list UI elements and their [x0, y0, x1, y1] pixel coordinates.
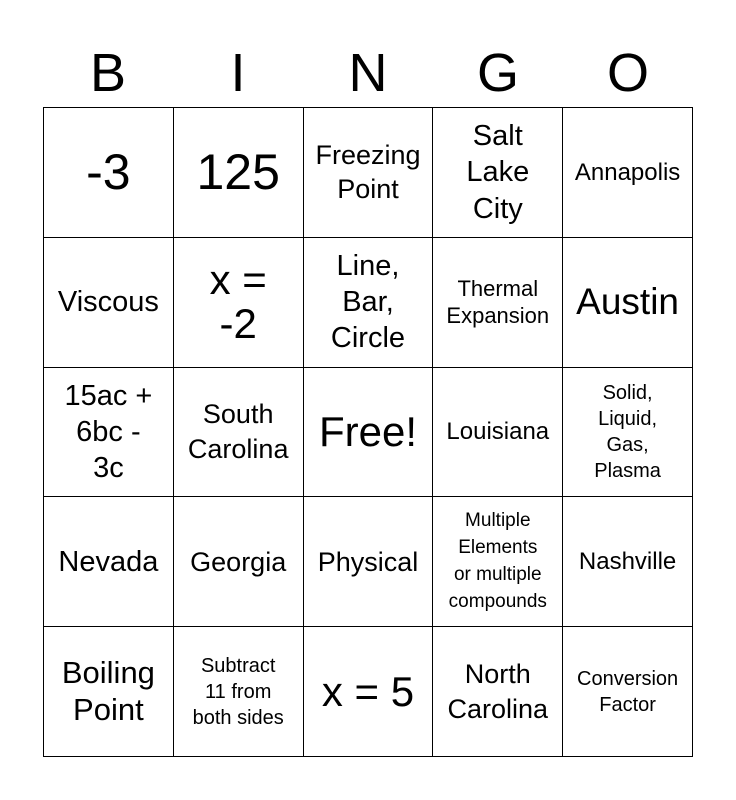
header-letter-g: G	[476, 43, 519, 103]
header-letter-n: N	[348, 43, 388, 103]
cell-text: Conversion Factor	[577, 667, 679, 716]
bingo-cell-r1-c2[interactable]	[174, 108, 304, 238]
bingo-cell-r5-c5[interactable]	[563, 627, 693, 757]
cell-text: Free!	[318, 407, 417, 455]
cell-text: x = 5	[321, 667, 415, 715]
cell-text: Annapolis	[574, 158, 681, 186]
cell-text: Nevada	[58, 545, 159, 578]
bingo-cell-r1-c3[interactable]	[304, 108, 434, 238]
bingo-cell-r3-c3[interactable]	[304, 368, 434, 498]
cell-text: Thermal Expansion	[446, 275, 550, 329]
bingo-cell-r4-c3[interactable]	[304, 497, 434, 627]
bingo-header	[43, 40, 693, 106]
cell-text: x = -2	[209, 256, 267, 348]
cell-text: 125	[196, 143, 280, 200]
cell-text: Viscous	[57, 286, 159, 319]
bingo-cell-r2-c2[interactable]	[174, 238, 304, 368]
bingo-cell-r2-c4[interactable]	[433, 238, 563, 368]
cell-text: Line, Bar, Circle	[330, 249, 406, 355]
cell-text: Subtract 11 from both sides	[192, 654, 284, 729]
header-letter-b: B	[89, 43, 127, 103]
bingo-cell-r3-c4[interactable]	[433, 368, 563, 498]
bingo-cell-r4-c5[interactable]	[563, 497, 693, 627]
bingo-cell-r5-c1[interactable]	[44, 627, 174, 757]
bingo-cell-r5-c4[interactable]	[433, 627, 563, 757]
bingo-cell-r1-c4[interactable]	[433, 108, 563, 238]
cell-text: Physical	[317, 546, 419, 577]
bingo-cell-r1-c5[interactable]	[563, 108, 693, 238]
bingo-cell-r5-c2[interactable]	[174, 627, 304, 757]
bingo-cell-r5-c3[interactable]	[304, 627, 434, 757]
cell-text: Georgia	[190, 546, 287, 577]
cell-text: Nashville	[578, 548, 677, 576]
bingo-cell-r2-c1[interactable]	[44, 238, 174, 368]
cell-text: Salt Lake City	[466, 120, 530, 225]
cell-text: Louisiana	[446, 418, 550, 446]
cell-text: South Carolina	[187, 399, 289, 464]
cell-text: Multiple Elements or multiple compounds	[448, 509, 547, 612]
bingo-cell-r2-c3[interactable]	[304, 238, 434, 368]
bingo-card-grid	[43, 107, 693, 757]
cell-text: Boiling Point	[61, 655, 155, 727]
cell-text: 15ac + 6bc - 3c	[64, 379, 153, 485]
header-letter-o: O	[606, 43, 649, 103]
bingo-cell-r4-c2[interactable]	[174, 497, 304, 627]
bingo-cell-r1-c1[interactable]	[44, 108, 174, 238]
cell-text: -3	[86, 143, 131, 200]
bingo-cell-r4-c1[interactable]	[44, 497, 174, 627]
bingo-cell-r3-c5[interactable]	[563, 368, 693, 498]
bingo-cell-r4-c4[interactable]	[433, 497, 563, 627]
cell-text: Austin	[576, 280, 680, 322]
bingo-cell-r3-c2[interactable]	[174, 368, 304, 498]
cell-text: Solid, Liquid, Gas, Plasma	[594, 381, 661, 482]
header-letter-i: I	[230, 43, 246, 103]
cell-text: North Carolina	[447, 659, 549, 724]
bingo-cell-r3-c1[interactable]	[44, 368, 174, 498]
bingo-cell-r2-c5[interactable]	[563, 238, 693, 368]
cell-text: Freezing Point	[315, 139, 421, 205]
